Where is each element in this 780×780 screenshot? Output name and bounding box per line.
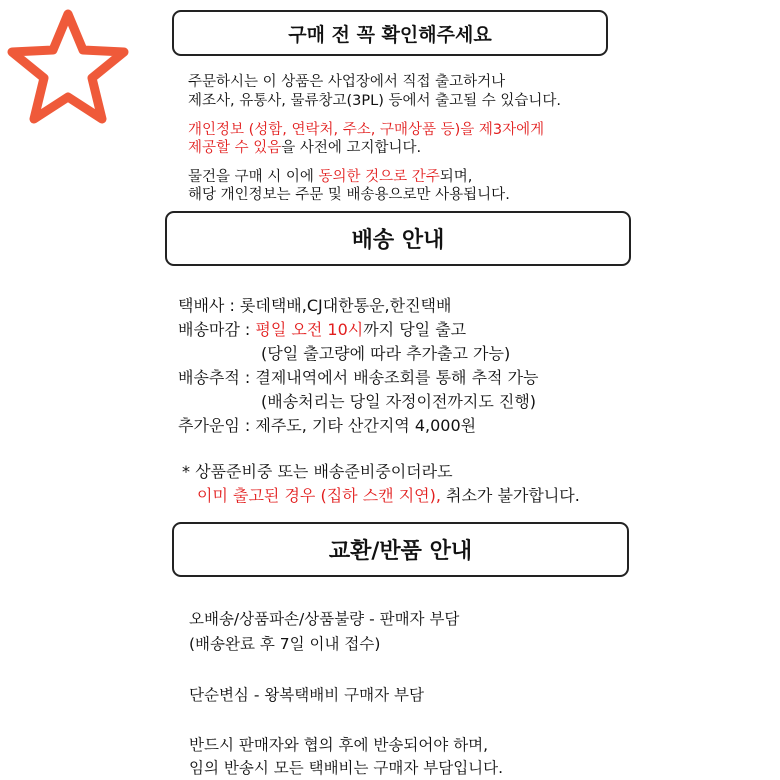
notice-p1-line1: 주문하시는 이 상품은 사업장에서 직접 출고하거나 (188, 74, 506, 90)
shipping-warning-line2 (197, 483, 580, 506)
returns-line2: (배송완료 후 7일 이내 접수) (189, 635, 381, 653)
returns-title-box (172, 522, 629, 577)
returns-line1: 오배송/상품파손/상품불량 - 판매자 부담 (189, 610, 460, 628)
returns-line4: 반드시 판매자와 협의 후에 반송되어야 하며, (189, 736, 489, 754)
shipping-warning-rest: 취소가 불가합니다. (440, 486, 580, 505)
shipping-cutoff-highlight: 평일 오전 10시 (255, 320, 364, 339)
shipping-tracking: 배송추적 : 결제내역에서 배송조회를 통해 추적 가능 (178, 368, 539, 387)
notice-p3-highlight: 동의한 것으로 간주 (318, 169, 440, 185)
returns-line3: 단순변심 - 왕복택배비 구매자 부담 (189, 686, 424, 704)
shipping-carrier: 택배사 : 롯데택배,CJ대한통운,한진택배 (178, 296, 452, 315)
shipping-cutoff (178, 317, 466, 340)
shipping-extra-fee: 추가운임 : 제주도, 기타 산간지역 4,000원 (178, 416, 477, 435)
shipping-tracking-note: (배송처리는 당일 자정이전까지도 진행) (261, 392, 537, 411)
notice-p1-line2: 제조사, 유통사, 물류창고(3PL) 등에서 출고될 수 있습니다. (188, 93, 561, 109)
shipping-cutoff-label: 배송마감 : (178, 320, 256, 339)
shipping-cutoff-rest: 까지 당일 출고 (363, 320, 467, 339)
notice-p2-line2 (188, 136, 421, 157)
shipping-warning-line1: * 상품준비중 또는 배송준비중이더라도 (182, 462, 453, 481)
returns-title: 교환/반품 안내 (328, 539, 473, 564)
notice-p3-line2: 해당 개인정보는 주문 및 배송용으로만 사용됩니다. (188, 187, 510, 203)
shipping-cutoff-note: (당일 출고량에 따라 추가출고 가능) (261, 344, 511, 363)
notice-p3-pre: 물건을 구매 시 이에 (188, 169, 319, 185)
notice-p2-rest: 을 사전에 고지합니다. (281, 140, 422, 156)
shipping-title-box (165, 211, 631, 266)
shipping-title: 배송 안내 (351, 228, 445, 253)
notice-title: 구매 전 꼭 확인해주세요 (288, 23, 492, 46)
notice-title-box (172, 10, 608, 56)
star-outline-icon (4, 6, 132, 130)
notice-p2-highlight: 제공할 수 있음 (188, 140, 282, 156)
shipping-warning-highlight: 이미 출고된 경우 (집하 스캔 지연), (197, 486, 441, 505)
notice-p2-line1: 개인정보 (성함, 연락처, 주소, 구매상품 등)을 제3자에게 (188, 122, 545, 138)
returns-line5: 임의 반송시 모든 택배비는 구매자 부담입니다. (189, 759, 504, 777)
notice-p3-post: 되며, (439, 169, 473, 185)
